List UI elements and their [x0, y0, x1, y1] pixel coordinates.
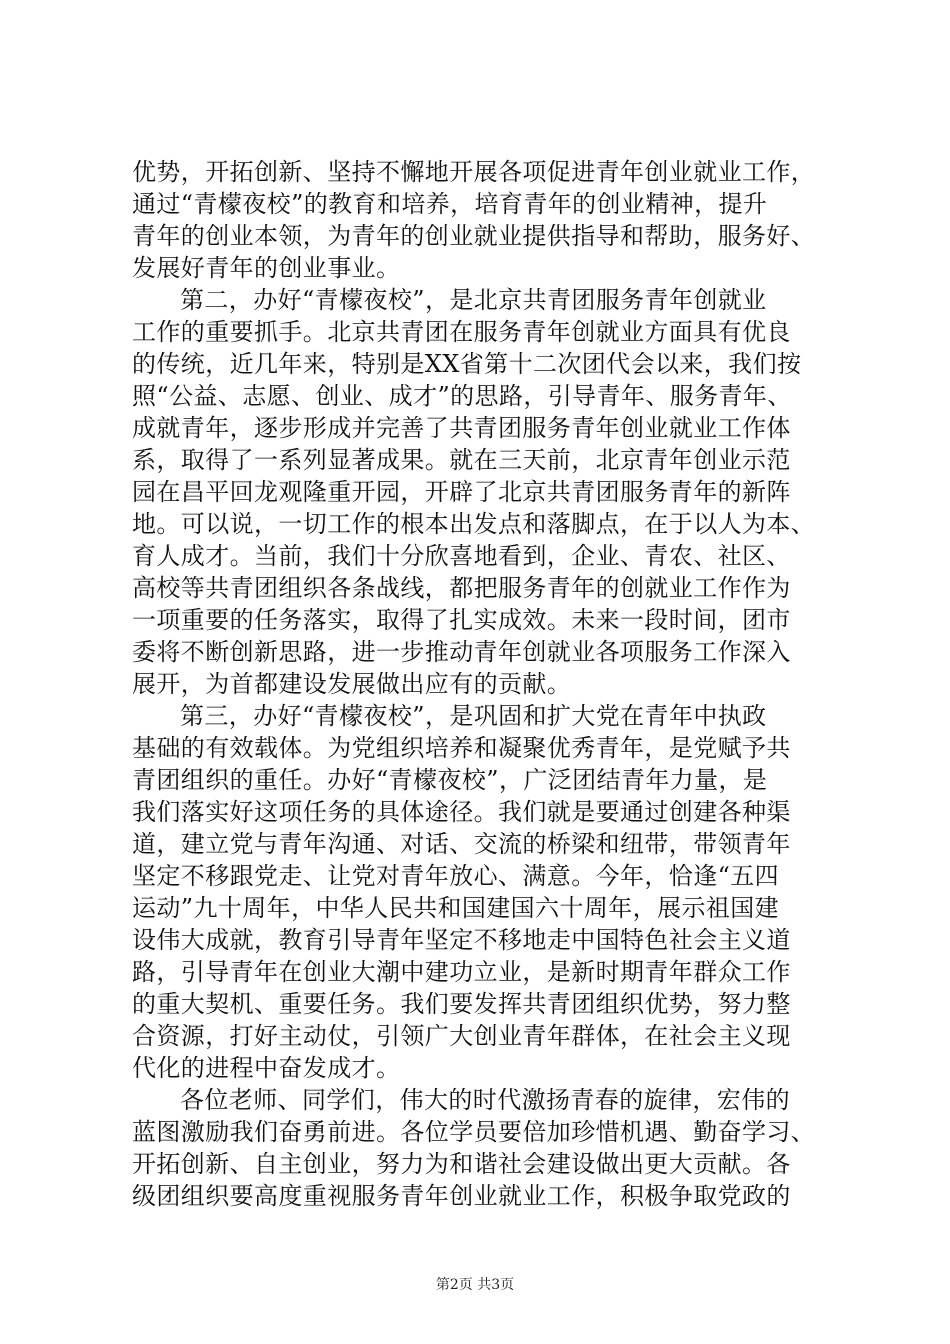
paragraph-first-line: 各位老师、同学们，伟大的时代激扬青春的旋律，宏伟的	[180, 1086, 790, 1114]
text-line: 育人成才。当前，我们十分欣喜地看到，企业、青农、社区、	[132, 542, 791, 570]
paragraph-first-line: 第二，办好“青檬夜校”，是北京共青团服务青年创就业	[180, 286, 767, 314]
text-line: 的传统，近几年来，特别是XX省第十二次团代会以来，我们按	[132, 350, 802, 378]
text-line: 展开，为首都建设发展做出应有的贡献。	[132, 670, 572, 698]
page-number-footer: 第2页 共3页	[435, 1277, 515, 1293]
text-line: 高校等共青团组织各条战线，都把服务青年的创就业工作作为	[132, 574, 791, 602]
text-line: 的重大契机、重要任务。我们要发挥共青团组织优势，努力整	[132, 990, 791, 1018]
text-line: 运动”九十周年，中华人民共和国建国六十周年，展示祖国建	[132, 894, 780, 922]
text-line: 基础的有效载体。为党组织培养和凝聚优秀青年，是党赋予共	[132, 734, 791, 762]
text-line: 合资源，打好主动仗，引领广大创业青年群体，在社会主义现	[132, 1022, 791, 1050]
text-line: 系，取得了一系列显著成果。就在三天前，北京青年创业示范	[132, 446, 791, 474]
text-line: 青年的创业本领，为青年的创业就业提供指导和帮助，服务好、	[132, 222, 816, 250]
text-line: 设伟大成就，教育引导青年坚定不移地走中国特色社会主义道	[132, 926, 791, 954]
text-line: 坚定不移跟党走、让党对青年放心、满意。今年，恰逢“五四	[132, 862, 780, 890]
text-line: 照“公益、志愿、创业、成才”的思路，引导青年、服务青年、	[132, 382, 792, 410]
text-line: 园在昌平回龙观隆重开园，开辟了北京共青团服务青年的新阵	[132, 478, 791, 506]
text-line: 代化的进程中奋发成才。	[132, 1054, 401, 1082]
text-line: 道，建立党与青年沟通、对话、交流的桥梁和纽带，带领青年	[132, 830, 791, 858]
text-line: 路，引导青年在创业大潮中建功立业，是新时期青年群众工作	[132, 958, 791, 986]
text-line: 蓝图激励我们奋勇前进。各位学员要倍加珍惜机遇、勤奋学习、	[132, 1118, 816, 1146]
text-line: 级团组织要高度重视服务青年创业就业工作，积极争取党政的	[132, 1182, 791, 1210]
text-line: 优势，开拓创新、坚持不懈地开展各项促进青年创业就业工作，	[132, 158, 816, 186]
text-line: 工作的重要抓手。北京共青团在服务青年创就业方面具有优良	[132, 318, 791, 346]
paragraph-first-line: 第三，办好“青檬夜校”，是巩固和扩大党在青年中执政	[180, 702, 767, 730]
text-line: 通过“青檬夜校”的教育和培养，培育青年的创业精神，提升	[132, 190, 768, 218]
document-body	[132, 156, 832, 1212]
text-line: 发展好青年的创业事业。	[132, 254, 401, 282]
text-line: 委将不断创新思路，进一步推动青年创就业各项服务工作深入	[132, 638, 791, 666]
text-line: 青团组织的重任。办好“青檬夜校”，广泛团结青年力量，是	[132, 766, 768, 794]
text-line: 地。可以说，一切工作的根本出发点和落脚点，在于以人为本、	[132, 510, 816, 538]
text-line: 开拓创新、自主创业，努力为和谐社会建设做出更大贡献。各	[132, 1150, 791, 1178]
text-line: 我们落实好这项任务的具体途径。我们就是要通过创建各种渠	[132, 798, 791, 826]
text-line: 成就青年，逐步形成并完善了共青团服务青年创业就业工作体	[132, 414, 791, 442]
text-line: 一项重要的任务落实，取得了扎实成效。未来一段时间，团市	[132, 606, 791, 634]
